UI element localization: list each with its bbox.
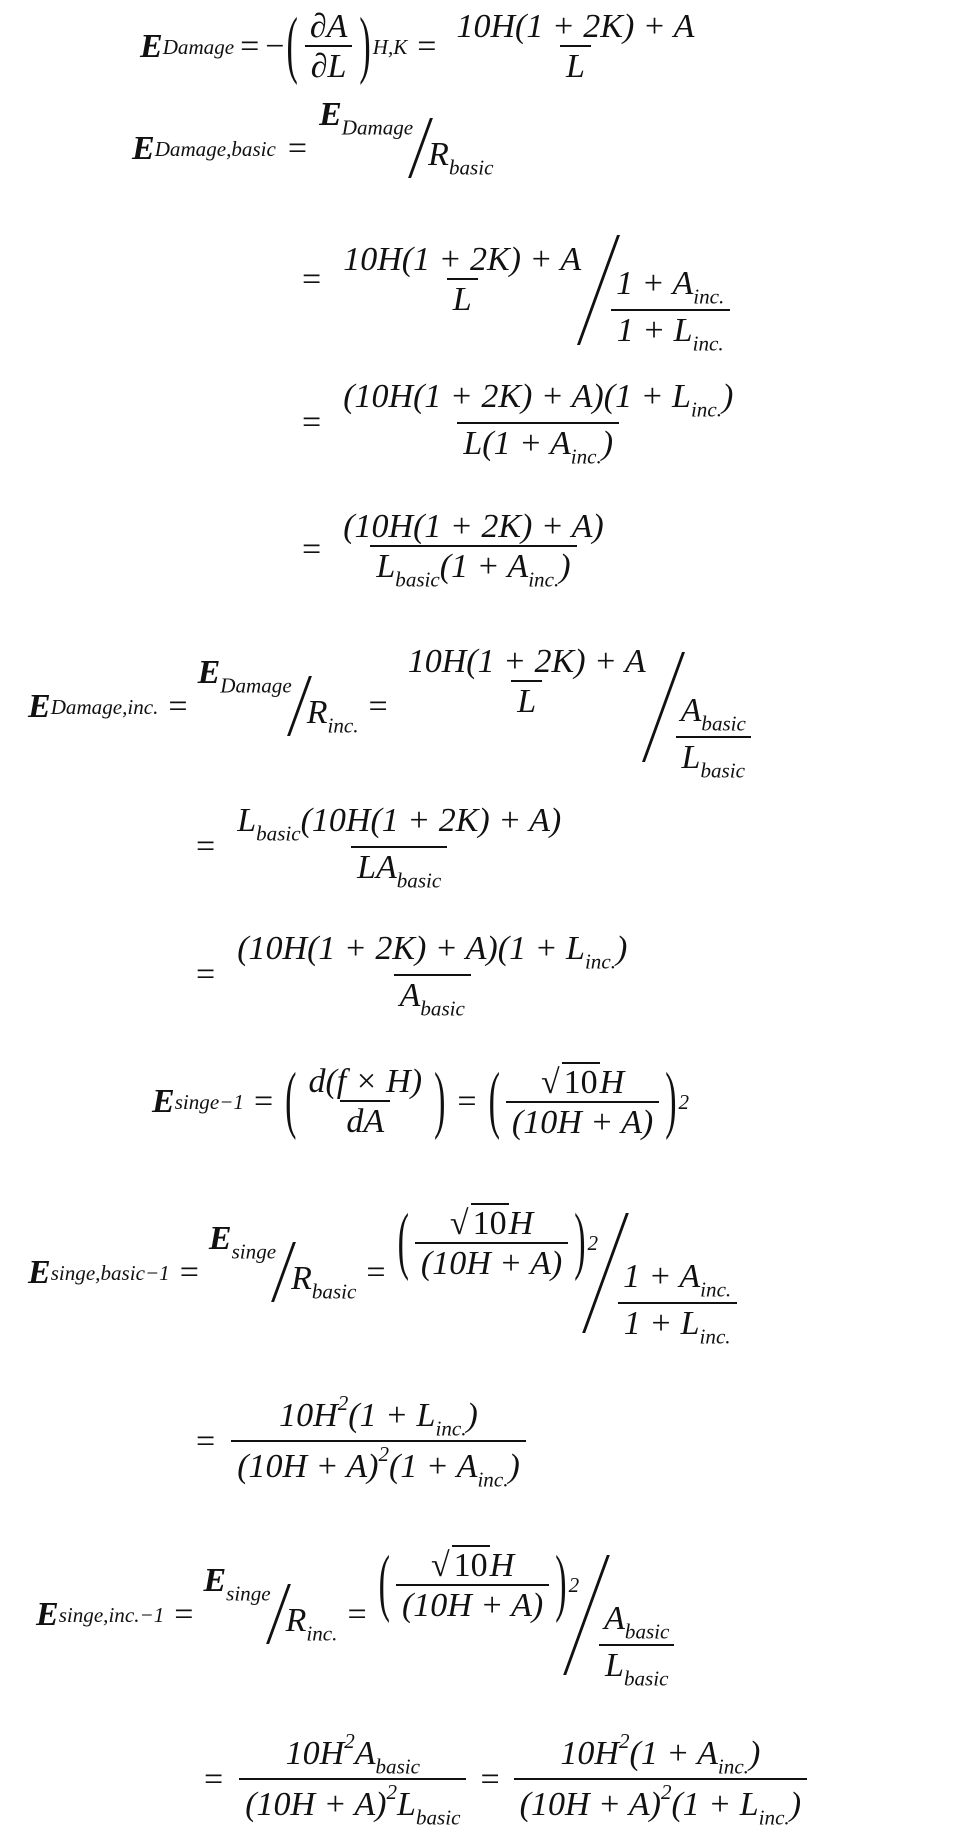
- equation-e-damage-basic: [132, 96, 494, 180]
- equals-sign: =: [253, 1083, 274, 1121]
- fraction: $\frac{10H(1 + 2K) + A}{L}$: [407, 642, 646, 721]
- fraction: $\frac{1 + A_{inc.}}{1 + L_{inc.}}$: [610, 265, 730, 355]
- equation-e-singe-basic: [28, 1198, 741, 1348]
- symbol-e: E: [140, 28, 163, 66]
- fraction: $\frac{(10H(1 + 2K) + A)(1 + L_{inc.})}{L(1 + A_{inc.})}$: [343, 378, 734, 469]
- equation-step: [302, 508, 614, 592]
- equals-sign: =: [204, 1760, 224, 1798]
- subscript: Damage,inc.: [50, 694, 159, 719]
- left-paren: (: [397, 1201, 409, 1283]
- equals-sign: =: [302, 531, 322, 569]
- symbol-e: E: [152, 1083, 175, 1121]
- exponent: 2: [568, 1572, 580, 1597]
- equals-sign: =: [417, 28, 437, 66]
- fraction: $\frac{10H^2(1 + A_{inc.})}{(10H + A)^2(1 + L_{inc.})}$: [514, 1730, 807, 1830]
- partial-derivative: $\frac{\partial A}{\partial L}$: [304, 8, 354, 86]
- fraction: $\frac{A_{basic}}{L_{basic}}$: [598, 1600, 675, 1690]
- equation-step: [302, 205, 734, 355]
- right-paren: ): [574, 1201, 586, 1283]
- equation-step: [196, 930, 637, 1020]
- minus-sign: −: [265, 28, 285, 66]
- left-paren: (: [285, 1060, 297, 1142]
- equation-e-damage-inc: [28, 632, 756, 782]
- fraction: $\frac{√ 10H}{(10H + A)}$: [506, 1062, 659, 1142]
- symbol-e: E: [203, 1561, 227, 1599]
- exponent: 2: [678, 1089, 690, 1114]
- subscript: singe: [226, 1581, 271, 1606]
- superscript: −1: [139, 1602, 165, 1627]
- fraction: $\frac{10H^2(1 + L_{inc.})}{(10H + A)^2(1 + A_{inc.})}$: [231, 1392, 526, 1492]
- symbol-e: E: [197, 653, 221, 691]
- superscript: −1: [144, 1260, 170, 1285]
- equation-step: [196, 1392, 530, 1492]
- equals-sign: =: [196, 1422, 216, 1460]
- fraction: $\frac{(10H(1 + 2K) + A)}{L_{basic}(1 + A_{inc.})}$: [343, 508, 604, 592]
- subscript: Damage: [220, 673, 292, 698]
- fraction: $\frac{√ 10H}{(10H + A)}$: [415, 1203, 568, 1283]
- subscript: singe: [174, 1089, 220, 1114]
- subscript: inc.: [327, 713, 359, 738]
- subscript: Damage: [341, 115, 414, 140]
- equals-sign: =: [196, 828, 216, 866]
- subscript: Damage,basic: [154, 136, 276, 161]
- subscript: inc.: [306, 1621, 338, 1646]
- right-paren: ): [555, 1543, 567, 1625]
- fraction: $\frac{A_{basic}}{L_{basic}}$: [675, 692, 752, 782]
- equals-sign: =: [179, 1254, 199, 1292]
- left-paren: (: [378, 1543, 390, 1625]
- equation-e-damage: [140, 5, 704, 87]
- sqrt-icon: √: [540, 1064, 560, 1101]
- right-paren: ): [665, 1060, 677, 1142]
- fraction: $\frac{√ 10H}{(10H + A)}$: [396, 1545, 549, 1625]
- fraction: $\frac{1 + A_{inc.}}{1 + L_{inc.}}$: [617, 1258, 737, 1348]
- superscript: −1: [219, 1089, 244, 1114]
- symbol-r: R: [306, 693, 328, 731]
- equals-sign: =: [287, 130, 308, 168]
- equation-e-singe-inc: [36, 1540, 679, 1690]
- right-paren: ): [359, 5, 371, 87]
- equals-sign: =: [366, 1254, 386, 1292]
- symbol-r: R: [285, 1601, 307, 1639]
- fraction: $\frac{10H^2A_{basic}}{(10H + A)^2L_{basic}}$: [239, 1730, 466, 1830]
- symbol-r: R: [428, 136, 449, 173]
- equation-step: [204, 1730, 811, 1830]
- symbol-e: E: [28, 688, 51, 726]
- subscript: basic: [448, 155, 494, 180]
- equals-sign: =: [302, 404, 322, 442]
- fraction: $\frac{10H(1 + 2K) + A}{L}$: [456, 8, 695, 86]
- sqrt-icon: √: [449, 1204, 469, 1242]
- subscript: H,K: [372, 34, 408, 59]
- symbol-e: E: [36, 1596, 59, 1634]
- symbol-e: E: [28, 1254, 51, 1292]
- subscript: singe,basic: [50, 1260, 145, 1285]
- equals-sign: =: [302, 261, 322, 299]
- equals-sign: =: [480, 1760, 500, 1798]
- equals-sign: =: [196, 956, 216, 994]
- equation-e-singe: [152, 1062, 689, 1142]
- fraction: $\frac{(10H(1 + 2K) + A)(1 + L_{inc.})}{A_{basic}}$: [237, 930, 628, 1021]
- equation-step: [196, 802, 571, 892]
- fraction: $\frac{L_{basic}(10H(1 + 2K) + A)}{LA_{basic}}$: [237, 802, 562, 893]
- subscript: singe: [231, 1239, 277, 1264]
- left-paren: (: [286, 5, 298, 87]
- sqrt-icon: √: [430, 1546, 450, 1584]
- equation-step: [302, 378, 743, 468]
- equals-sign: =: [368, 688, 388, 726]
- derivative-fraction: $\frac{d(f \times H)}{dA}$: [308, 1063, 423, 1141]
- equals-sign: =: [347, 1596, 367, 1634]
- fraction: $\frac{10H(1 + 2K) + A}{L}$: [343, 240, 582, 319]
- right-paren: ): [434, 1060, 446, 1142]
- equals-sign: =: [168, 688, 188, 726]
- left-paren: (: [488, 1060, 500, 1142]
- exponent: 2: [587, 1230, 599, 1255]
- subscript: singe,inc.: [58, 1602, 140, 1627]
- symbol-e: E: [132, 130, 155, 168]
- symbol-e: E: [319, 96, 342, 133]
- symbol-e: E: [208, 1219, 232, 1257]
- equals-sign: =: [174, 1596, 194, 1634]
- equals-sign: =: [240, 28, 260, 66]
- subscript: Damage: [162, 34, 235, 59]
- symbol-r: R: [291, 1259, 312, 1297]
- subscript: basic: [311, 1279, 357, 1304]
- equals-sign: =: [457, 1083, 477, 1121]
